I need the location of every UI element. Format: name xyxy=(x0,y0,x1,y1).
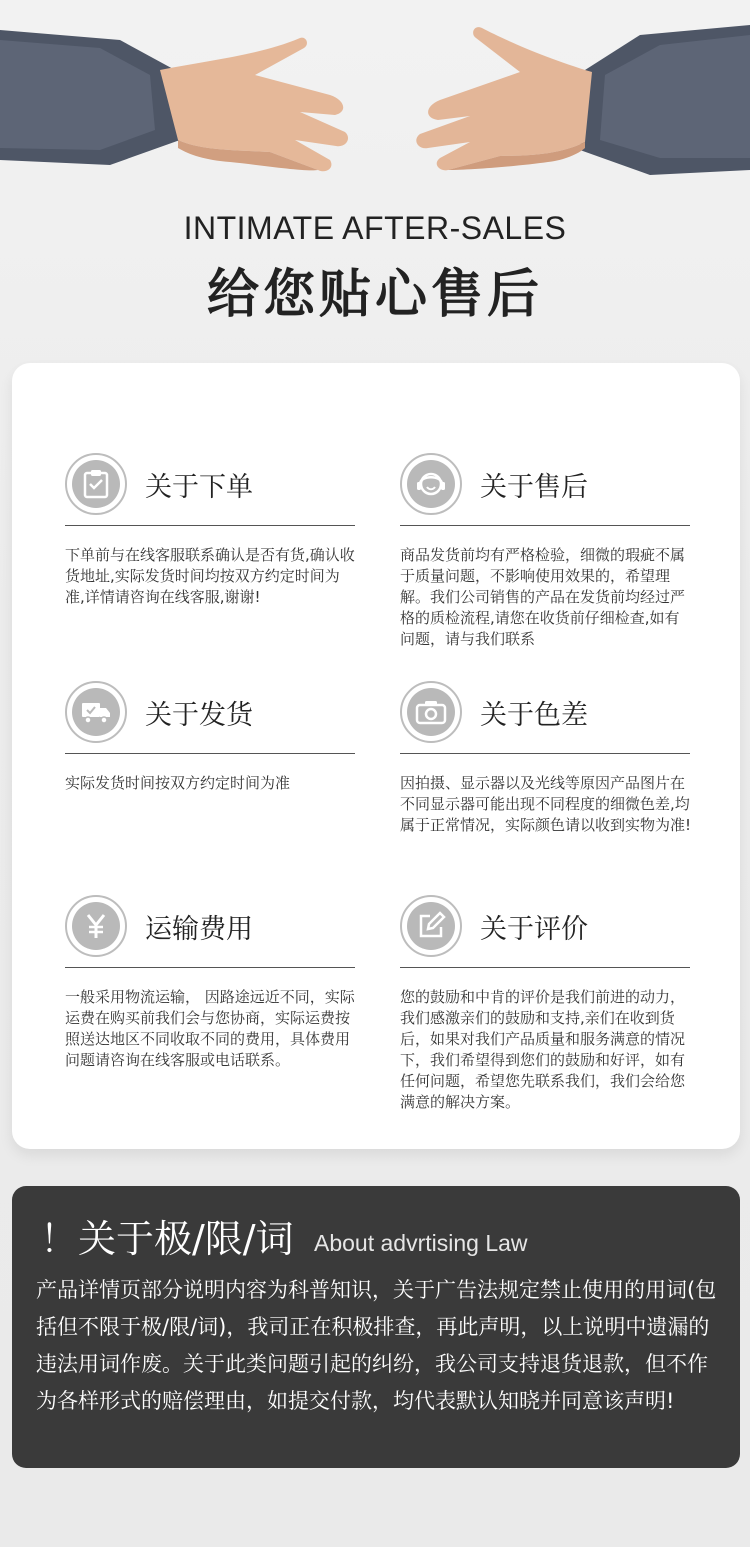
section-after-sales xyxy=(400,453,692,648)
divider xyxy=(400,967,690,968)
advertising-law-notice xyxy=(12,1186,740,1468)
section-text: 实际发货时间按双方约定时间为准 xyxy=(65,774,291,792)
section-shipping-fee xyxy=(65,895,357,1069)
yen-icon xyxy=(65,895,127,957)
divider xyxy=(65,753,355,754)
section-title: 关于色差 xyxy=(480,700,588,731)
hero-banner xyxy=(0,0,750,350)
camera-icon xyxy=(400,681,462,743)
handshake-illustration xyxy=(0,0,750,200)
section-text: 商品发货前均有严格检验，细微的瑕疵不属于质量问题，不影响使用效果的，希望理解。我们公司销售的产品在发货前均经过严格的质检流程,请您在收货前仔细检查,如有问题，请与我们联系 xyxy=(400,546,686,648)
section-text: 下单前与在线客服联系确认是否有货,确认收货地址,实际发货时间均按双方约定时间为准,详情请咨询在线客服,谢谢! xyxy=(65,546,355,606)
edit-icon xyxy=(400,895,462,957)
section-shipping xyxy=(65,681,357,792)
section-order xyxy=(65,453,357,606)
divider xyxy=(400,753,690,754)
section-text: 一般采用物流运输， 因路途远近不同，实际运费在购买前我们会与您协商，实际运费按照送达地区不同收取不同的费用，具体费用问题请咨询在线客服或电话联系。 xyxy=(65,988,355,1069)
section-text: 因拍摄、显示器以及光线等原因产品图片在不同显示器可能出现不同程度的细微色差,均属于正常情况，实际颜色请以收到实物为准! xyxy=(400,774,692,834)
section-title: 关于评价 xyxy=(480,914,588,945)
section-title: 关于发货 xyxy=(145,700,253,731)
section-title: 关于下单 xyxy=(145,472,253,503)
divider xyxy=(65,967,355,968)
notice-title: ！关于极/限/词 xyxy=(40,1217,294,1261)
notice-text: 产品详情页部分说明内容为科普知识，关于广告法规定禁止使用的用词(包括但不限于极/限/词)，我司正在积极排查，再此声明，以上说明中遗漏的违法用词作废。关于此类问题引起的纠纷，我公司支持退货退款，但不作为各样形式的赔偿理由，如提交付款，均代表默认知晓并同意该声明! xyxy=(36,1278,717,1413)
clipboard-icon xyxy=(65,453,127,515)
notice-subtitle: About advrtising Law xyxy=(314,1230,528,1256)
customer-service-icon xyxy=(400,453,462,515)
divider xyxy=(400,525,690,526)
section-title: 运输费用 xyxy=(145,914,253,945)
section-title: 关于售后 xyxy=(480,472,588,503)
section-review xyxy=(400,895,692,1111)
chinese-title: 给您贴心售后 xyxy=(206,265,543,325)
section-text: 您的鼓励和中肯的评价是我们前进的动力，我们感激亲们的鼓励和支持,亲们在收到货后，如果对我们产品质量和服务满意的情况下，我们希望得到您们的鼓励和好评，如有任何问题，希望您先联系我们，我们会给您满意的解决方案。 xyxy=(400,988,686,1111)
section-color-difference xyxy=(400,681,692,834)
divider xyxy=(65,525,355,526)
delivery-truck-icon xyxy=(65,681,127,743)
english-title: INTIMATE AFTER-SALES xyxy=(183,210,567,246)
after-sales-card xyxy=(12,363,740,1149)
